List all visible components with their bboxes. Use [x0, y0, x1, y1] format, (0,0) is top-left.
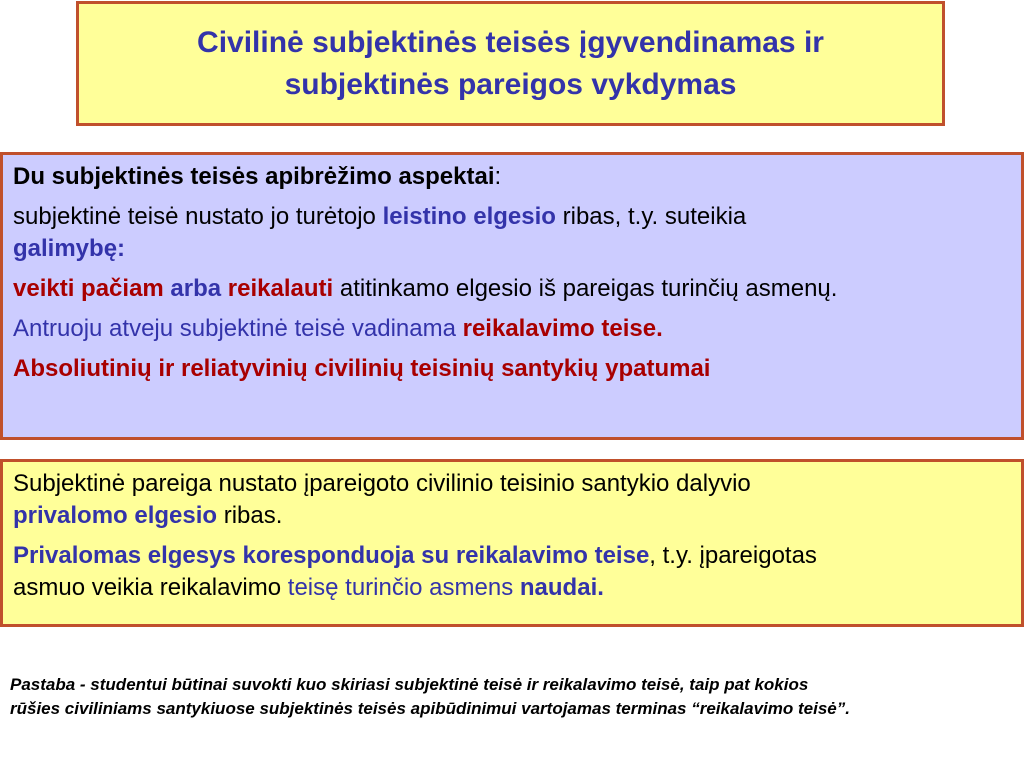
note-line-2: rūšies civiliniams santykiuose subjektinės teisės apibūdinimui vartojamas terminas “reikalavimo teisė”.	[10, 699, 850, 718]
duty-p1-text-c: ribas.	[217, 502, 283, 529]
p1-text-a: subjektinė teisė nustato jo turėtojo	[13, 203, 383, 230]
duty-paragraph-2	[13, 540, 1013, 604]
title-line-1: Civilinė subjektinės teisės įgyvendinamas ir	[197, 25, 824, 59]
p2-arba: arba	[163, 275, 228, 302]
p2-text-d: atitinkamo elgesio iš pareigas turinčių asmenų.	[333, 275, 838, 302]
definition-aspects-box	[0, 152, 1024, 440]
duty-p2-privalomas-elgesys: Privalomas elgesys koresponduoja su reikalavimo teise	[13, 542, 650, 569]
duty-p1-text-a: Subjektinė pareiga nustato įpareigoto civilinio teisinio santykio dalyvio	[13, 470, 751, 497]
aspects-paragraph-3	[13, 313, 1013, 345]
duty-paragraph-1	[13, 468, 1013, 532]
title-box	[76, 1, 945, 126]
note	[10, 673, 1010, 721]
p3-text-a: Antruoju atveju subjektinė teisė vadinama	[13, 315, 463, 342]
duty-p2-naudai: naudai.	[519, 574, 604, 601]
p1-text-c: ribas, t.y. suteikia	[555, 203, 747, 230]
aspects-heading-colon: :	[494, 163, 502, 190]
p1-leistino-elgesio: leistino elgesio	[382, 203, 556, 230]
duty-p1-privalomo-elgesio: privalomo elgesio	[13, 502, 218, 529]
duty-p2-text-b: , t.y. įpareigotas	[649, 542, 817, 569]
aspects-heading	[13, 161, 1013, 193]
duty-box	[0, 459, 1024, 627]
duty-p2-text-c: asmuo veikia reikalavimo	[13, 574, 288, 601]
aspects-paragraph-1	[13, 201, 1013, 265]
duty-p2-teise-turincio: teisę turinčio asmens	[287, 574, 520, 601]
aspects-paragraph-4: Absoliutinių ir reliatyvinių civilinių teisinių santykių ypatumai	[13, 355, 711, 382]
aspects-heading-text: Du subjektinės teisės apibrėžimo aspektai	[13, 163, 495, 190]
p2-veikti-paciam: veikti pačiam	[13, 275, 164, 302]
note-line-1: Pastaba - studentui būtinai suvokti kuo skiriasi subjektinė teisė ir reikalavimo teisė, taip pat kokios	[10, 675, 809, 694]
aspects-paragraph-2	[13, 273, 1013, 305]
title-line-2: subjektinės pareigos vykdymas	[284, 67, 737, 101]
p1-galimybe: galimybę:	[13, 235, 126, 262]
p3-reikalavimo-teise: reikalavimo teise.	[462, 315, 663, 342]
p2-reikalauti: reikalauti	[227, 275, 334, 302]
